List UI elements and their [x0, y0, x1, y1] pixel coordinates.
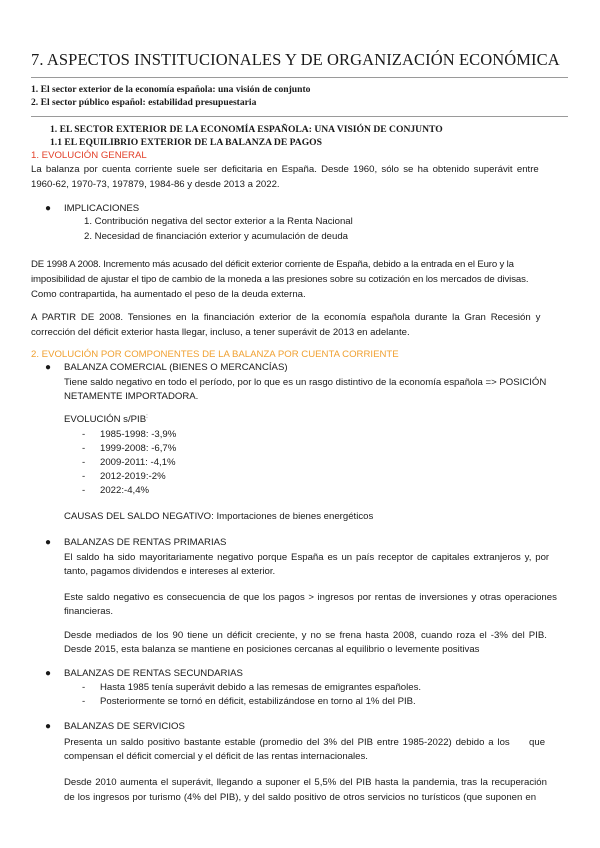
- implicacion-item: 2. Necesidad de financiación exterior y acumulación de deuda: [84, 231, 348, 242]
- comercial-text-1: Tiene saldo negativo en todo el período, por lo que es un rasgo distintivo de la economía española => POSICIÓN: [64, 377, 547, 388]
- p2008-line-2: corrección del déficit exterior hasta llegar, incluso, a tener superávit de 2013 en adelante.: [31, 327, 410, 338]
- comercial-label: BALANZA COMERCIAL (BIENES O MERCANCÍAS): [64, 362, 288, 373]
- p2008-line-1: A PARTIR DE 2008. Tensiones en la financiación exterior de la economía española durante la Gran Recesión y: [31, 312, 541, 323]
- evolucion-item: 2009-2011: -4,1%: [100, 457, 176, 468]
- primarias-p2-1: Este saldo negativo es consecuencia de que los pagos > ingresos por rentas de inversiones y otras operaciones: [64, 592, 557, 603]
- servicios-p1-1: Presenta un saldo positivo bastante estable (promedio del 3% del PIB entre 1985-2022) debido a los que: [64, 737, 546, 748]
- intro-line-2: 1960-62, 1970-73, 197879, 1984-86 y desde 2013 a 2022.: [31, 179, 280, 190]
- p1998-line-3: Como contrapartida, ha aumentado el peso de la deuda externa.: [31, 289, 306, 300]
- bullet-icon: ●: [45, 668, 52, 679]
- comercial-text-2: NETAMENTE IMPORTADORA.: [64, 391, 199, 402]
- servicios-p1-2: compensan el déficit comercial y el déficit de las rentas internacionales.: [64, 751, 368, 762]
- primarias-p1-2: tanto, pagamos dividendos e intereses al exterior.: [64, 566, 276, 577]
- servicios-label: BALANZAS DE SERVICIOS: [64, 721, 185, 732]
- bullet-icon: ●: [45, 203, 52, 214]
- bullet-icon: ●: [45, 537, 52, 548]
- servicios-p2-1: Desde 2010 aumenta el superávit, llegando a suponer el 5,5% del PIB hasta la pandemia, tras la recuperación: [64, 777, 547, 788]
- dash-marker: -: [82, 471, 86, 482]
- bullet-icon: ●: [45, 721, 52, 732]
- bullet-icon: ●: [45, 362, 52, 373]
- section-heading: 1. EL SECTOR EXTERIOR DE LA ECONOMÍA ESPAÑOLA: UNA VISIÓN DE CONJUNTO: [50, 124, 443, 135]
- title-rule: [31, 77, 568, 78]
- implicacion-item: 1. Contribución negativa del sector exterior a la Renta Nacional: [84, 216, 353, 227]
- dash-marker: -: [82, 682, 86, 693]
- dash-marker: -: [82, 443, 86, 454]
- servicios-p2-2: de los ingresos por turismo (4% del PIB), y del saldo positivo de otros servicios no turísticos (que suponen en: [64, 792, 537, 803]
- dash-marker: -: [82, 485, 86, 496]
- p1998-line-1: DE 1998 A 2008. Incremento más acusado del déficit exterior corriente de España, debido a la entrada en el Euro y la: [31, 259, 514, 270]
- dash-marker: -: [82, 457, 86, 468]
- secundarias-item: Posteriormente se tornó en déficit, estabilizándose en torno al 1% del PIB.: [100, 696, 416, 707]
- p1998-line-2: imposibilidad de ajustar el tipo de cambio de la moneda a las presiones sobre su cotización en los mercados de divisas.: [31, 274, 529, 285]
- toc-item-2: 2. El sector público español: estabilidad presupuestaria: [31, 97, 257, 108]
- primarias-p3-1: Desde mediados de los 90 tiene un déficit creciente, y no se frena hasta 2008, cuando roza el -3% del PIB.: [64, 630, 547, 641]
- toc-item-1: 1. El sector exterior de la economía española: una visión de conjunto: [31, 84, 311, 95]
- evolucion-label: [64, 414, 148, 425]
- primarias-p2-2: financieras.: [64, 606, 114, 617]
- intro-line-1: La balanza por cuenta corriente suele ser deficitaria en España. Desde 1960, sólo se ha obtenido superávit entre: [31, 164, 539, 175]
- evolucion-item: 1999-2008: -6,7%: [100, 443, 177, 454]
- evolucion-general-heading: 1. EVOLUCIÓN GENERAL: [31, 150, 147, 161]
- evolucion-footnote-mark: :: [146, 414, 148, 420]
- evolucion-item: 2022:-4,4%: [100, 485, 150, 496]
- primarias-p3-2: Desde 2015, esta balanza se mantiene en posiciones cercanas al equilibrio o levemente positivas: [64, 644, 480, 655]
- dash-marker: -: [82, 429, 86, 440]
- toc-rule: [31, 116, 568, 117]
- primarias-label: BALANZAS DE RENTAS PRIMARIAS: [64, 537, 227, 548]
- evolucion-item: 2012-2019:-2%: [100, 471, 166, 482]
- componentes-heading: 2. EVOLUCIÓN POR COMPONENTES DE LA BALANZA POR CUENTA CORRIENTE: [31, 349, 399, 360]
- subsection-heading: 1.1 EL EQUILIBRIO EXTERIOR DE LA BALANZA DE PAGOS: [50, 137, 322, 148]
- secundarias-label: BALANZAS DE RENTAS SECUNDARIAS: [64, 668, 243, 679]
- causas-text: CAUSAS DEL SALDO NEGATIVO: Importaciones de bienes energéticos: [64, 511, 374, 522]
- page-title: 7. ASPECTOS INSTITUCIONALES Y DE ORGANIZACIÓN ECONÓMICA: [31, 50, 560, 69]
- evolucion-item: 1985-1998: -3,9%: [100, 429, 177, 440]
- evolucion-label-text: EVOLUCIÓN s/PIB: [64, 414, 147, 426]
- secundarias-item: Hasta 1985 tenía superávit debido a las remesas de emigrantes españoles.: [100, 682, 422, 693]
- implicaciones-label: IMPLICACIONES: [64, 203, 140, 214]
- primarias-p1-1: El saldo ha sido mayoritariamente negativo porque España es un país receptor de capitales extranjeros y, por: [64, 552, 550, 563]
- dash-marker: -: [82, 696, 86, 707]
